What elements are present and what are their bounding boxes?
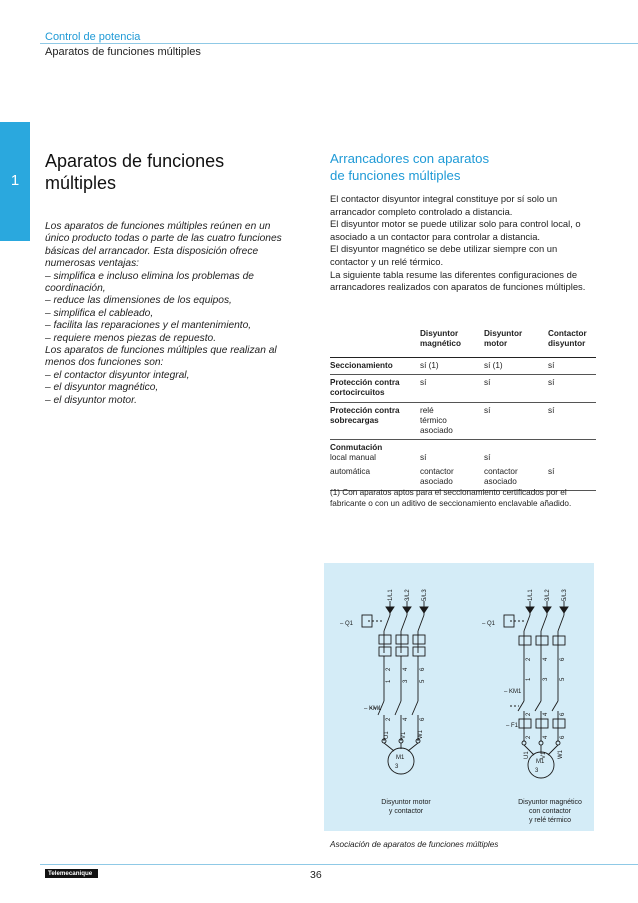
table-cell: contactor asociado bbox=[420, 466, 454, 486]
table-cell: sí bbox=[548, 375, 596, 402]
contact-number: 2 bbox=[386, 667, 392, 671]
body-line: asociado a un contactor para controlar a distancia. bbox=[330, 230, 541, 242]
thermal-element bbox=[379, 635, 391, 644]
q1-contact bbox=[418, 615, 424, 631]
page-title bbox=[45, 150, 305, 194]
body-line: El disyuntor magnético se debe utilizar siempre con un bbox=[330, 243, 558, 255]
terminal-marker bbox=[420, 607, 428, 613]
page-title-line: Aparatos de funciones bbox=[45, 151, 225, 171]
chapter-number: 1 bbox=[10, 172, 20, 189]
row-sublabel: automática bbox=[330, 466, 371, 476]
chapter-tab[interactable] bbox=[0, 122, 30, 241]
row-sublabel: local manual bbox=[330, 453, 376, 463]
table-cell: sí bbox=[484, 375, 548, 402]
intro-line: único producto todas o parte de las cuatro funciones bbox=[45, 233, 282, 245]
intro-line: básicas del arrancador. Esta disposición ofrece bbox=[45, 245, 259, 257]
terminal-label: 5/L3 bbox=[562, 589, 568, 601]
contact-number: 4 bbox=[543, 712, 549, 716]
right-caption-line: con contactor bbox=[528, 808, 572, 815]
body-line: arrancador completo controlado a distancia. bbox=[330, 205, 513, 217]
motor-output-label: V1 bbox=[541, 751, 547, 759]
motor-terminal bbox=[522, 741, 526, 745]
intro-line: – el contactor disyuntor integral, bbox=[45, 369, 190, 381]
table-footnote bbox=[330, 487, 598, 509]
q1-contact bbox=[541, 615, 547, 631]
section-title-line: Arrancadores con aparatos bbox=[330, 151, 490, 166]
thermal-element bbox=[396, 635, 408, 644]
magnetic-element bbox=[396, 647, 408, 656]
contact-number: 4 bbox=[543, 735, 549, 739]
section-title-line: de funciones múltiples bbox=[330, 167, 461, 183]
q1-label: – Q1 bbox=[482, 621, 496, 627]
body-line: La siguiente tabla resume las diferentes configuraciones de bbox=[330, 268, 578, 280]
thermal-relay-element bbox=[553, 719, 565, 728]
thermal-relay-element bbox=[536, 719, 548, 728]
contact-number: 1 bbox=[386, 679, 392, 683]
magnetic-element bbox=[413, 647, 425, 656]
row-label: Conmutación bbox=[330, 440, 596, 454]
km1-contact bbox=[552, 701, 558, 711]
table-header-contactor-disyuntor: Contactor disyuntor bbox=[548, 329, 587, 348]
contact-number: 4 bbox=[403, 667, 409, 671]
intro-line: – simplifica el cableado, bbox=[45, 307, 154, 319]
terminal-label: 3/L2 bbox=[405, 589, 411, 601]
terminal-marker bbox=[403, 607, 411, 613]
table-cell: sí bbox=[484, 402, 548, 440]
brand-logo bbox=[45, 869, 98, 878]
contact-number: 3 bbox=[543, 677, 549, 681]
intro-line: – facilita las reparaciones y el mantenimiento, bbox=[45, 320, 252, 332]
contact-number: 4 bbox=[543, 657, 549, 661]
contact-number: 2 bbox=[526, 657, 532, 661]
table-header-empty bbox=[330, 329, 420, 358]
wiring-diagram-panel bbox=[324, 563, 594, 831]
right-caption-line: Disyuntor magnético bbox=[518, 799, 582, 806]
table-header-row bbox=[330, 329, 596, 358]
terminal-marker bbox=[526, 607, 534, 613]
terminal-label: 3/L2 bbox=[545, 589, 551, 601]
magnetic-element bbox=[519, 636, 531, 645]
right-caption-line: y relé térmico bbox=[528, 817, 572, 824]
table-header-disyuntor-magnetico: Disyuntor magnético bbox=[420, 329, 461, 348]
km1-label: – KM1 bbox=[364, 706, 382, 712]
row-label: Protección contra sobrecargas bbox=[330, 402, 420, 440]
contact-number: 6 bbox=[560, 657, 566, 661]
motor-output-label: W1 bbox=[418, 730, 424, 739]
page-number: 36 bbox=[310, 869, 322, 881]
q1-contact bbox=[384, 615, 390, 631]
contact-number: 6 bbox=[560, 735, 566, 739]
contact-number: 2 bbox=[526, 712, 532, 716]
motor-output-label: U1 bbox=[524, 751, 530, 759]
configuration-table bbox=[330, 329, 596, 491]
table-cell: relé térmico asociado bbox=[420, 402, 484, 440]
intro-line: menos dos funciones son: bbox=[45, 357, 164, 369]
left-caption-line: y contactor bbox=[388, 808, 424, 815]
km1-label: – KM1 bbox=[504, 689, 522, 695]
brand-name: Telemecanique bbox=[48, 870, 93, 877]
intro-paragraph bbox=[45, 221, 297, 407]
thermal-element bbox=[413, 635, 425, 644]
motor-lead bbox=[408, 743, 418, 751]
motor-phase: 3 bbox=[395, 764, 399, 770]
km1-contact bbox=[412, 701, 418, 715]
magnetic-element bbox=[536, 636, 548, 645]
intro-line: – el disyuntor motor. bbox=[45, 394, 137, 406]
terminal-marker bbox=[543, 607, 551, 613]
table-cell: sí (1) bbox=[484, 358, 548, 375]
q1-contact bbox=[558, 615, 564, 631]
terminal-label: 1/L1 bbox=[388, 589, 394, 601]
wiring-diagram bbox=[324, 563, 594, 831]
terminal-label: 1/L1 bbox=[528, 589, 534, 601]
figure-caption: Asociación de aparatos de funciones múltiples bbox=[330, 840, 499, 849]
left-circuit bbox=[362, 601, 428, 774]
f1-label: – F1 bbox=[506, 723, 519, 729]
body-line: contactor y un relé térmico. bbox=[330, 255, 444, 267]
table-row bbox=[330, 440, 596, 454]
header-divider bbox=[40, 43, 638, 44]
motor-terminal bbox=[556, 741, 560, 745]
km1-contact bbox=[395, 701, 401, 715]
table-cell: sí bbox=[484, 453, 491, 463]
table-cell: sí bbox=[548, 402, 596, 440]
intro-line: Los aparatos de funciones múltiples que realizan al bbox=[45, 345, 277, 357]
motor-output-label: W1 bbox=[558, 750, 564, 759]
header-subsection: Aparatos de funciones múltiples bbox=[45, 46, 201, 58]
section-title bbox=[330, 151, 620, 184]
contact-number: 5 bbox=[560, 677, 566, 681]
footnote-line: (1) Con aparatos aptos para el seccionamiento certificados por el bbox=[330, 488, 567, 497]
intro-line: – el disyuntor magnético, bbox=[45, 382, 159, 394]
table-row bbox=[330, 375, 596, 402]
table-row bbox=[330, 453, 596, 466]
intro-line: – simplifica e incluso elimina los problemas de bbox=[45, 270, 254, 282]
left-caption-line: Disyuntor motor bbox=[381, 799, 431, 806]
magnetic-element bbox=[553, 636, 565, 645]
intro-line: numerosas ventajas: bbox=[45, 258, 140, 270]
diagram-labels bbox=[340, 589, 568, 774]
intro-line: – requiere menos piezas de repuesto. bbox=[45, 332, 217, 344]
table-row bbox=[330, 358, 596, 375]
q1-handle bbox=[504, 615, 514, 627]
table-cell: sí bbox=[548, 358, 596, 375]
body-line: El contactor disyuntor integral constituye por sí solo un bbox=[330, 193, 558, 204]
page-title-line: múltiples bbox=[45, 173, 117, 193]
table-cell: sí (1) bbox=[420, 358, 484, 375]
intro-line: coordinación, bbox=[45, 283, 106, 295]
contact-number: 3 bbox=[403, 679, 409, 683]
body-line: arrancadores realizados con aparatos de funciones múltiples. bbox=[330, 281, 586, 293]
motor-output-label: V1 bbox=[401, 731, 407, 739]
motor-label: M1 bbox=[536, 759, 545, 765]
motor-symbol bbox=[388, 748, 414, 774]
table-cell: sí bbox=[420, 453, 427, 463]
footnote-line: fabricante o con un aditivo de seccionamiento enclavable añadido. bbox=[330, 499, 572, 508]
q1-contact bbox=[524, 615, 530, 631]
terminal-marker bbox=[560, 607, 568, 613]
contact-number: 5 bbox=[420, 679, 426, 683]
q1-handle bbox=[362, 615, 372, 627]
contact-number: 4 bbox=[403, 717, 409, 721]
header-section: Control de potencia bbox=[45, 31, 141, 43]
footer-divider bbox=[40, 864, 638, 865]
motor-label: M1 bbox=[396, 755, 405, 761]
motor-lead bbox=[548, 745, 558, 755]
contact-number: 6 bbox=[420, 667, 426, 671]
table-cell: contactor asociado bbox=[484, 466, 518, 486]
q1-contact bbox=[401, 615, 407, 631]
contact-number: 6 bbox=[420, 717, 426, 721]
table-header-disyuntor-motor: Disyuntor motor bbox=[484, 329, 523, 348]
contact-number: 6 bbox=[560, 712, 566, 716]
magnetic-element bbox=[379, 647, 391, 656]
table-cell: sí bbox=[548, 466, 555, 476]
motor-output-label: U1 bbox=[384, 731, 390, 739]
table-cell: sí bbox=[420, 375, 484, 402]
terminal-marker bbox=[386, 607, 394, 613]
contact-number: 1 bbox=[526, 677, 532, 681]
row-label: Protección contra cortocircuitos bbox=[330, 375, 420, 402]
intro-line: – reduce las dimensiones de los equipos, bbox=[45, 295, 232, 307]
q1-label: – Q1 bbox=[340, 621, 354, 627]
motor-terminal bbox=[539, 741, 543, 745]
body-line: El disyuntor motor se puede utilizar solo para control local, o bbox=[330, 218, 581, 230]
row-label: Seccionamiento bbox=[330, 358, 420, 375]
intro-line: Los aparatos de funciones múltiples reúnen en un bbox=[45, 221, 271, 232]
thermal-relay-element bbox=[519, 719, 531, 728]
km1-contact bbox=[535, 701, 541, 711]
section-body bbox=[330, 193, 610, 294]
terminal-label: 5/L3 bbox=[422, 589, 428, 601]
motor-lead bbox=[384, 743, 394, 751]
contact-number: 2 bbox=[526, 735, 532, 739]
motor-phase: 3 bbox=[535, 768, 539, 774]
table-row bbox=[330, 402, 596, 440]
circuit-captions bbox=[381, 799, 582, 824]
contact-number: 2 bbox=[386, 717, 392, 721]
table-cell bbox=[548, 453, 596, 466]
